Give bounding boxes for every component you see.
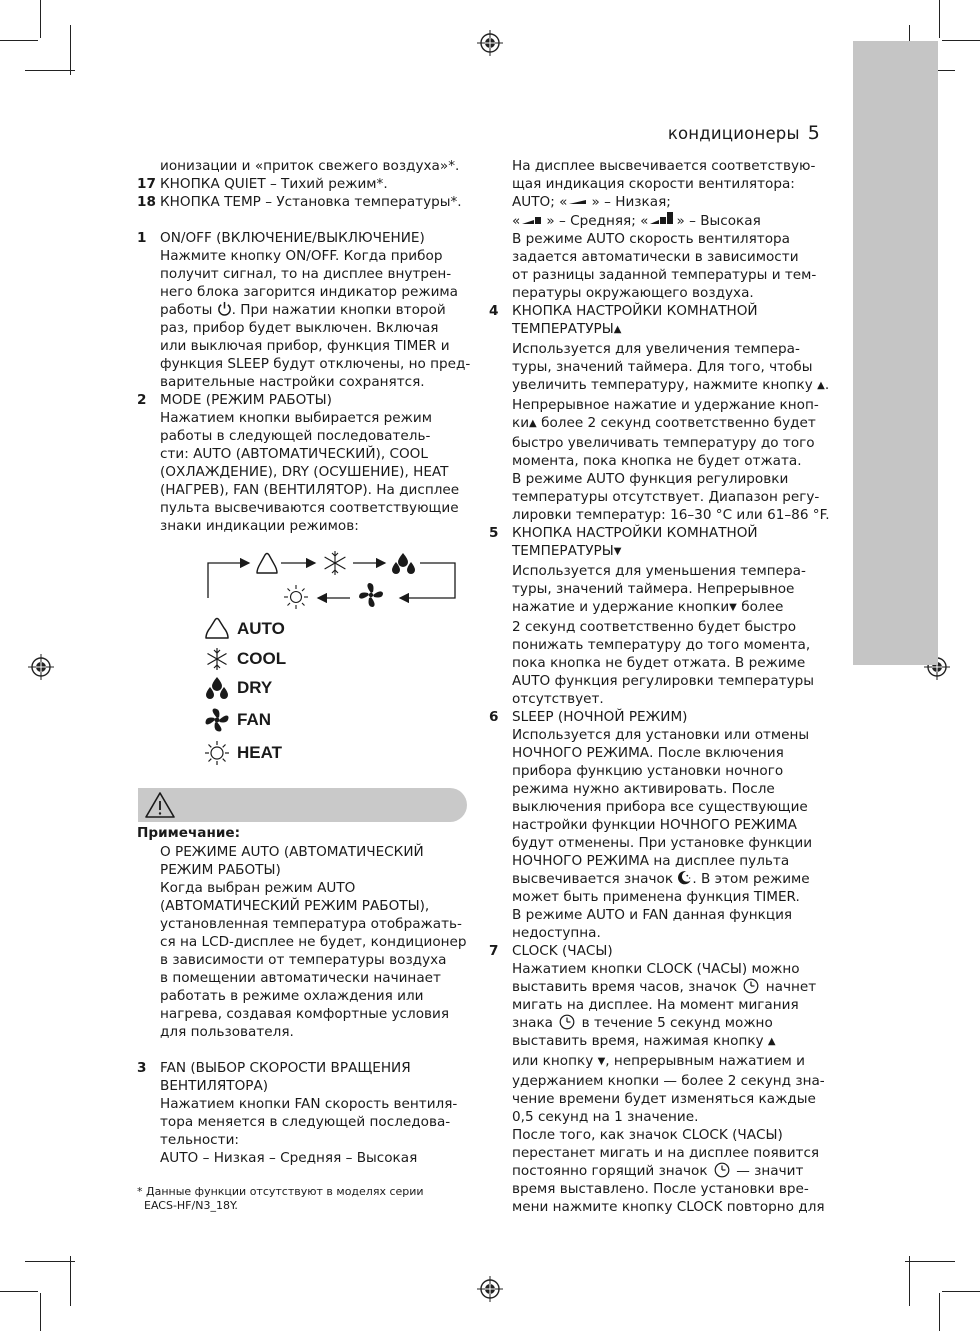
fan-icon [204,708,230,732]
section-title: FAN (ВЫБОР СКОРОСТИ ВРАЩЕНИЯ [160,1060,411,1076]
crop-mark [0,40,38,41]
section-title: ON/OFF (ВКЛЮЧЕНИЕ/ВЫКЛЮЧЕНИЕ) [160,230,425,246]
up-arrow-icon: ▲ [817,380,825,391]
crop-mark [25,1261,75,1262]
fan-speed-low-icon [568,195,590,205]
section-number: 4 [489,303,499,319]
section-number: 3 [137,1060,147,1076]
auto-icon [204,617,230,641]
cool-icon [325,551,346,575]
section-temp-up: 4 КНОПКА НАСТРОЙКИ КОМНАТНОЙ ТЕМПЕРАТУРЫ▲ Используется для увеличения темпера- туры, значений таймера. Для того, чтобы увеличить температуру, нажмите кнопку ▲. Непрерывное нажатие и удержание кноп- ки▲ более 2 секунд соответственно будет быстро увеличивать температуру до того момента, пока кнопка не будет отжата. В режиме AUTO функция регулировки температуры отсутствует. Диапазон регу- лировки температур: 16–30 °C или 61–86 °F. [489,303,830,523]
fan-icon [359,583,383,607]
mode-cycle-diagram [205,543,460,613]
header-title: кондиционеры [667,124,800,143]
clock-icon [743,978,759,994]
list-item: 17 КНОПКА QUIET – Тихий режим*. [137,176,388,192]
footnote: * Данные функции отсутствуют в моделях серии EACS-HF/N3_18Y. [137,1185,424,1212]
dry-icon [392,553,415,574]
text-line: ионизации и «приток свежего воздуха»*. [160,158,460,174]
note-title: Примечание: [137,825,241,841]
section-number: 7 [489,943,499,959]
clock-icon [559,1014,575,1030]
section-title: КНОПКА НАСТРОЙКИ КОМНАТНОЙ [512,303,758,319]
crop-mark [905,1261,955,1262]
down-arrow-icon: ▼ [597,1056,606,1067]
fan-speed-medium-icon [521,213,545,225]
page-header [668,122,820,144]
crop-mark [942,40,980,41]
warning-banner [138,788,467,822]
list-item: 18 КНОПКА TEMP – Установка температуры*. [137,194,462,210]
section-title: MODE (РЕЖИМ РАБОТЫ) [160,392,332,408]
crop-mark [939,1293,940,1331]
note-body: О РЕЖИМЕ AUTO (АВТОМАТИЧЕСКИЙ РЕЖИМ РАБОТЫ) Когда выбран режим AUTO (АВТОМАТИЧЕСКИЙ РЕЖИМ РАБОТЫ), установленная температура отображать- ся на LCD-дисплее не будет, кондиционер в зависимости от температуры воздуха в помещении автоматически начинает работать в режиме охлаждения или нагрева, создавая комфортные условия для пользователя. [160,844,467,1040]
page-number: 5 [807,122,820,144]
section-mode: 2 MODE (РЕЖИМ РАБОТЫ) Нажатием кнопки выбирается режим работы в следующей последователь- сти: AUTO (АВТОМАТИЧЕСКИЙ), COOL (ОХЛАЖДЕНИЕ), DRY (ОСУШЕНИЕ), HEAT (НАГРЕВ), FAN (ВЕНТИЛЯТОР). На дисплее пульта высвечиваются соответствующие знаки индикации режимов: [137,391,477,535]
cool-icon [204,647,230,671]
down-arrow-icon: ▼ [729,602,737,613]
fan-speed-high-icon [649,211,675,225]
section-number: 5 [489,525,499,541]
dry-icon [204,676,230,700]
down-arrow-icon: ▼ [613,546,622,557]
section-number: 2 [137,392,147,408]
up-arrow-icon: ▲ [529,418,537,429]
crop-mark [939,0,940,38]
crop-mark [909,1256,910,1306]
section-title: КНОПКА НАСТРОЙКИ КОМНАТНОЙ [512,525,758,541]
right-column: На дисплее высвечивается соответствую- щая индикация скорости вентилятора: AUTO; « » – Низкая; « » – Средняя; « » – Высокая В режиме AUTO скорость вентилятора задается автоматически в зависимости от разницы заданной температуры и тем- пературы окружающего воздуха. 4 КНОПКА НАСТРОЙКИ КОМНАТНОЙ ТЕМПЕРАТУРЫ▲ Используется для увеличения темпера- туры, значений таймера. Для того, чтобы увеличить температуру, нажмите кнопку ▲. Непрерывное нажатие и удержание кноп- ки▲ более 2 секунд соответственно будет быстро увеличивать температуру до того момента, пока кнопка не будет отжата. В режиме AUTO функция регулировки температуры отсутствует. Диапазон регу- лировки температур: 16–30 °C или 61–86 °F. 5 КНОПКА НАСТРОЙКИ КОМНАТНОЙ ТЕМПЕРАТУРЫ▼ Используется для уменьшения темпера- туры, значений таймера. Непрерывное нажатие и удержание кнопки▼ более 2 секунд соответственно будет быстро понижать температуру до того момента, пока кнопка не будет отжата. В режиме AUTO функция регулировки температуры отсутствует. 6 SLEEP (НОЧНОЙ РЕЖИМ) Используется для установки или отмены НОЧНОГО РЕЖИМА. После включения прибора функцию установки ночного режима нужно активировать. После выключения прибора все существующие настройки функции НОЧНОГО РЕЖИМА будут отменены. При установке функции НОЧНОГО РЕЖИМА на дисплее пульта высвечивается значок . В этом режиме может быть применена функция TIMER. В режиме AUTO и FAN данная функция недоступна. 7 CLOCK (ЧАСЫ) Нажатием кнопки CLOCK (ЧАСЫ) можно выставить время часов, значок начнет мигать на дисплее. На момент мигания знака в течение 5 секунд можно выставить время, нажимая кнопку ▲ или кнопку ▼, непрерывным нажатием и удержанием кнопки — более 2 секунд зна- чение времени будет изменяться каждые 0,5 секунд на 1 значение. После того, как значок CLOCK (ЧАСЫ) перестанет мигать и на дисплее появится постоянно горящий значок — значит время выставлено. После установки вре- мени нажмите кнопку CLOCK повторно для [489,158,830,1215]
crop-mark [942,1291,980,1292]
crop-mark [25,70,75,71]
section-fan: 3 FAN (ВЫБОР СКОРОСТИ ВРАЩЕНИЯ ВЕНТИЛЯТОРА) Нажатием кнопки FAN скорость вентиля- тора меняется в следующей последова- тельности: AUTO – Низкая – Средняя – Высокая [137,1059,477,1167]
sleep-moon-icon [677,870,692,885]
up-arrow-icon: ▲ [767,1036,776,1047]
up-arrow-icon: ▲ [613,324,622,335]
heat-icon [204,741,230,765]
side-tab-marker [853,41,938,665]
section-temp-down: 5 КНОПКА НАСТРОЙКИ КОМНАТНОЙ ТЕМПЕРАТУРЫ▼ Используется для уменьшения темпера- туры, значений таймера. Непрерывное нажатие и удержание кнопки▼ более 2 секунд соответственно будет быстро понижать температуру до того момента, пока кнопка не будет отжата. В режиме AUTO функция регулировки температуры отсутствует. [489,524,829,708]
section-on-off: 1 ON/OFF (ВКЛЮЧЕНИЕ/ВЫКЛЮЧЕНИЕ) Нажмите кнопку ON/OFF. Когда прибор получит сигнал, то на дисплее внутрен- него блока загорится индикатор режима работы . При нажатии кнопки второй раз, прибор будет выключен. Включая или выключая прибор, функция TIMER и функция SLEEP будут отключены, но пред- варительные настройки сохранятся. [137,229,477,391]
crop-mark [40,0,41,38]
section-sleep: 6 SLEEP (НОЧНОЙ РЕЖИМ) Используется для установки или отмены НОЧНОГО РЕЖИМА. После включения прибора функцию установки ночного режима нужно активировать. После выключения прибора все существующие настройки функции НОЧНОГО РЕЖИМА будут отменены. При установке функции НОЧНОГО РЕЖИМА на дисплее пульта высвечивается значок . В этом режиме может быть применена функция TIMER. В режиме AUTO и FAN данная функция недоступна. [489,708,829,942]
clock-icon [714,1162,730,1178]
section-title: SLEEP (НОЧНОЙ РЕЖИМ) [512,709,688,725]
section-number: 6 [489,709,499,725]
warning-icon [144,791,176,819]
crop-mark [70,1256,71,1306]
left-column [137,157,477,535]
crop-mark [0,1291,38,1292]
registration-mark-icon [477,30,503,56]
crop-mark [40,1293,41,1331]
section-title: CLOCK (ЧАСЫ) [512,943,613,959]
power-icon [217,301,232,316]
auto-icon [257,554,277,574]
crop-mark [70,25,71,75]
registration-mark-icon [477,1276,503,1302]
registration-mark-icon [28,654,54,680]
section-number: 1 [137,230,147,246]
section-clock: 7 CLOCK (ЧАСЫ) Нажатием кнопки CLOCK (ЧАСЫ) можно выставить время часов, значок начнет мигать на дисплее. На момент мигания знака в течение 5 секунд можно выставить время, нажимая кнопку ▲ или кнопку ▼, непрерывным нажатием и удержанием кнопки — более 2 секунд зна- чение времени будет изменяться каждые 0,5 секунд на 1 значение. После того, как значок CLOCK (ЧАСЫ) перестанет мигать и на дисплее появится постоянно горящий значок — значит время выставлено. После установки вре- мени нажмите кнопку CLOCK повторно для [489,942,829,1216]
heat-icon [284,585,308,609]
